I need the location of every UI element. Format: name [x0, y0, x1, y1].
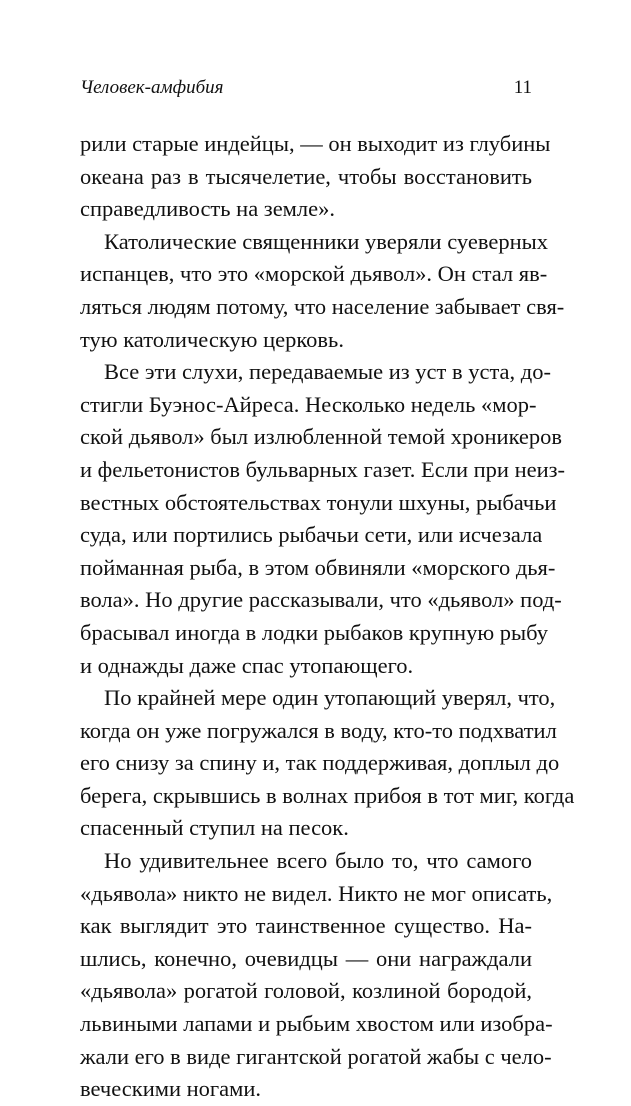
text-line: Все эти слухи, передаваемые из уст в уста, до-: [104, 359, 551, 385]
page-number: 11: [513, 77, 532, 98]
text-line: справедливость на земле».: [80, 196, 336, 222]
paragraph: [80, 356, 566, 682]
text-line: стигли Буэнос-Айреса. Несколько недель «мор-: [80, 391, 537, 417]
text-line: берега, скрывшись в волнах прибоя в тот миг, когда: [80, 782, 575, 808]
text-line: океана раз в тысячелетие, чтобы восстановить: [80, 163, 532, 189]
text-line: По крайней мере один утопающий уверял, что,: [104, 685, 556, 711]
paragraph: [80, 128, 551, 226]
text-line: вестных обстоятельствах тонули шхуны, рыбачьи: [80, 489, 557, 515]
text-line: когда он уже погружался в воду, кто-то подхватил: [80, 717, 557, 743]
paragraph: [80, 226, 565, 356]
text-line: шлись, конечно, очевидцы — они награждали: [80, 945, 532, 971]
body-text: [80, 128, 575, 1106]
paragraph: [80, 845, 553, 1106]
text-line: жали его в виде гигантской рогатой жабы с чело-: [80, 1043, 552, 1069]
text-line: ляться людям потому, что население забывает свя-: [80, 293, 565, 319]
text-line: львиными лапами и рыбьим хвостом или изобра-: [80, 1011, 553, 1037]
text-line: и однажды даже спас утопающего.: [80, 652, 414, 678]
text-line: рили старые индейцы, — он выходит из глубины: [80, 131, 551, 156]
book-title: Человек-амфибия: [80, 77, 224, 98]
text-line: спасенный ступил на песок.: [80, 815, 349, 841]
text-line: испанцев, что это «морской дьявол». Он стал яв-: [80, 261, 548, 287]
text-line: тую католическую церковь.: [80, 326, 344, 352]
paragraph: [80, 682, 575, 845]
text-line: как выглядит это таинственное существо. На-: [80, 913, 532, 939]
text-line: пойманная рыба, в этом обвиняли «морского дья-: [80, 554, 556, 580]
text-line: веческими ногами.: [80, 1076, 262, 1102]
text-line: брасывал иногда в лодки рыбаков крупную рыбу: [80, 619, 548, 645]
text-line: его снизу за спину и, так поддерживая, доплыл до: [80, 750, 560, 776]
text-line: Католические священники уверяли суеверных: [104, 228, 548, 254]
text-line: ской дьявол» был излюбленной темой хроникеров: [80, 424, 563, 450]
text-line: вола». Но другие рассказывали, что «дьявол» под-: [80, 587, 562, 613]
text-line: суда, или портились рыбачьи сети, или исчезала: [80, 522, 543, 548]
text-line: Но удивительнее всего было то, что самого: [104, 848, 532, 874]
text-line: «дьявола» никто не видел. Никто не мог описать,: [80, 880, 553, 906]
text-line: и фельетонистов бульварных газет. Если при неиз-: [80, 456, 566, 482]
text-line: «дьявола» рогатой головой, козлиной бородой,: [80, 978, 532, 1004]
running-head: [80, 76, 532, 100]
